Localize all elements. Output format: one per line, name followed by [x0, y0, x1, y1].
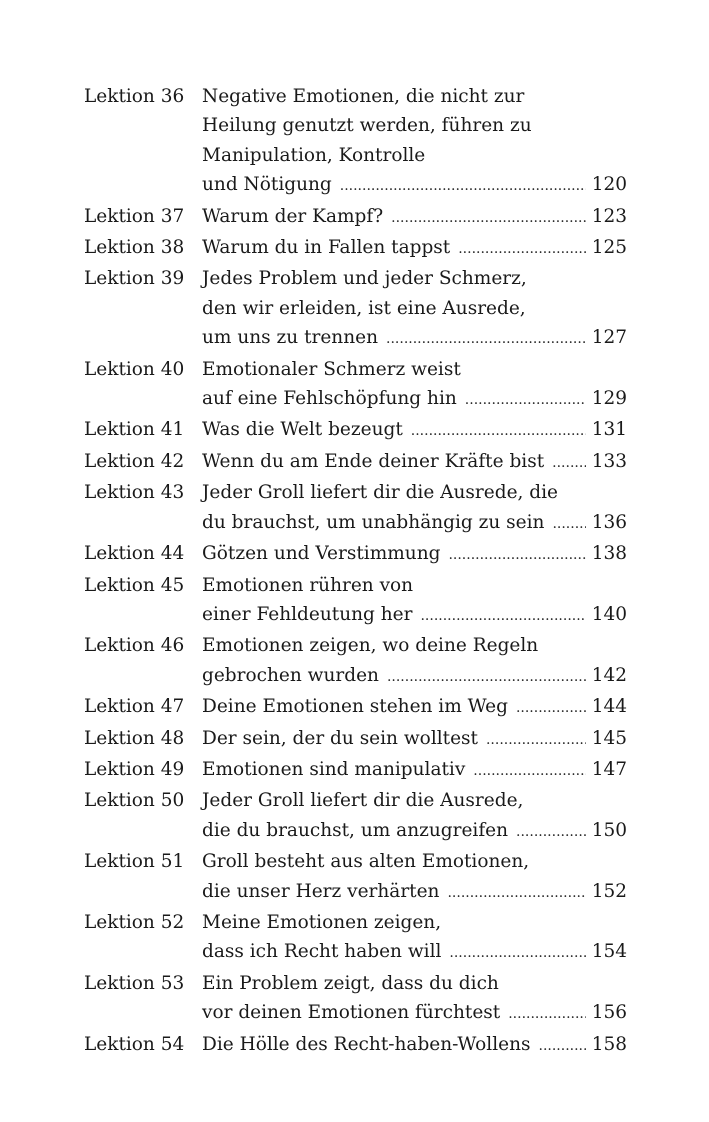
lesson-title-block: [202, 755, 627, 786]
lesson-title-line: um uns zu trennen: [202, 327, 379, 349]
dot-leader: [552, 449, 586, 478]
toc-entry: [84, 539, 627, 570]
dot-leader: [458, 235, 585, 264]
lesson-title-final-line: [202, 539, 627, 570]
lesson-title-block: [202, 847, 627, 908]
lesson-title-block: [202, 908, 627, 969]
lesson-label: Lektion 36: [84, 86, 185, 107]
lesson-title-line: Negative Emotionen, die nicht zur: [202, 86, 525, 107]
dot-leader: [340, 172, 586, 201]
toc-entry: [84, 786, 627, 847]
dot-leader: [552, 510, 585, 539]
lesson-title-final-line: [202, 508, 627, 539]
page-number: 133: [591, 450, 627, 472]
lesson-title-final-line: [202, 877, 627, 908]
lesson-label: Lektion 51: [84, 851, 185, 873]
lesson-title-final-line: [202, 937, 627, 968]
dot-leader: [449, 939, 585, 968]
lesson-label: Lektion 37: [84, 205, 185, 227]
toc-entry: [84, 692, 627, 723]
lesson-label: Lektion 50: [84, 790, 185, 812]
dot-leader: [420, 602, 585, 631]
dot-leader: [387, 663, 586, 692]
lesson-label: Lektion 38: [84, 237, 185, 259]
page-number: 129: [591, 388, 627, 410]
dot-leader: [516, 694, 586, 723]
lesson-title-line: Heilung genutzt werden, führen zu: [202, 115, 532, 137]
page-number: 127: [591, 327, 627, 349]
dot-leader: [447, 879, 585, 908]
lesson-title-line: Ein Problem zeigt, dass du dich: [202, 972, 499, 994]
dot-leader: [391, 204, 586, 233]
dot-leader: [473, 757, 585, 786]
page-number: 147: [591, 758, 627, 780]
page-number: 125: [591, 237, 627, 259]
lesson-label: Lektion 47: [84, 696, 185, 718]
lesson-title-line: Warum du in Fallen tappst: [202, 237, 451, 259]
lesson-title-block: [202, 969, 627, 1030]
lesson-label: Lektion 41: [84, 419, 185, 441]
lesson-title-block: [202, 82, 627, 202]
lesson-title-final-line: [202, 724, 627, 755]
lesson-title-line: Manipulation, Kontrolle: [202, 144, 426, 166]
lesson-title-block: [202, 539, 627, 570]
toc-entry: [84, 755, 627, 786]
lesson-title-line: Deine Emotionen stehen im Weg: [202, 696, 508, 718]
lesson-title-line: Was die Welt bezeugt: [202, 419, 403, 441]
toc-entry: [84, 478, 627, 539]
lesson-title-block: [202, 631, 627, 692]
lesson-title-line: Der sein, der du sein wolltest: [202, 727, 478, 749]
lesson-label: Lektion 43: [84, 482, 185, 504]
page-number: 145: [591, 727, 627, 749]
lesson-label: Lektion 40: [84, 358, 185, 380]
lesson-title-block: [202, 786, 627, 847]
page-number: 150: [591, 819, 627, 841]
lesson-title-block: [202, 692, 627, 723]
dot-leader: [411, 417, 586, 446]
dot-leader: [448, 541, 585, 570]
lesson-title-block: [202, 724, 627, 755]
dot-leader: [486, 726, 586, 755]
lesson-title-final-line: [202, 170, 627, 201]
lesson-title-line: Emotionen rühren von: [202, 574, 414, 596]
toc-entry: [84, 447, 627, 478]
lesson-title-final-line: [202, 233, 627, 264]
toc-entry: [84, 202, 627, 233]
lesson-title-line: den wir erleiden, ist eine Ausrede,: [202, 297, 526, 319]
page-number: 138: [591, 543, 627, 565]
dot-leader: [508, 1000, 585, 1029]
lesson-title-line: Jeder Groll liefert dir die Ausrede,: [202, 790, 524, 812]
lesson-title-line: Emotionen zeigen, wo deine Regeln: [202, 635, 539, 657]
lesson-title-final-line: [202, 415, 627, 446]
toc-entry: [84, 571, 627, 632]
dot-leader: [539, 1032, 586, 1061]
lesson-label: Lektion 49: [84, 758, 185, 780]
lesson-title-final-line: [202, 755, 627, 786]
lesson-title-line: Warum der Kampf?: [202, 205, 384, 227]
toc-entry: [84, 908, 627, 969]
lesson-title-final-line: [202, 600, 627, 631]
lesson-title-line: Meine Emotionen zeigen,: [202, 911, 442, 933]
lesson-title-line: vor deinen Emotionen fürchtest: [202, 1002, 501, 1024]
lesson-title-line: Jedes Problem und jeder Schmerz,: [202, 268, 527, 290]
lesson-title-block: [202, 355, 627, 416]
lesson-title-final-line: [202, 1030, 627, 1061]
lesson-title-final-line: [202, 202, 627, 233]
lesson-title-line: Emotionaler Schmerz weist: [202, 358, 461, 380]
lesson-label: Lektion 42: [84, 450, 185, 472]
lesson-title-line: Götzen und Verstimmung: [202, 543, 441, 565]
lesson-title-line: Jeder Groll liefert dir die Ausrede, die: [202, 482, 558, 504]
lesson-label: Lektion 48: [84, 727, 185, 749]
lesson-title-final-line: [202, 384, 627, 415]
toc-entry: [84, 415, 627, 446]
page-number: 154: [591, 941, 627, 963]
toc-entry: [84, 724, 627, 755]
page-number: 120: [591, 174, 627, 196]
lesson-label: Lektion 44: [84, 543, 185, 565]
lesson-label: Lektion 54: [84, 1033, 185, 1055]
page-number: 136: [591, 511, 627, 533]
lesson-title-line: die du brauchst, um anzugreifen: [202, 819, 509, 841]
lesson-title-final-line: [202, 816, 627, 847]
lesson-label: Lektion 52: [84, 911, 185, 933]
lesson-title-line: Emotionen sind manipulativ: [202, 758, 466, 780]
lesson-title-line: Die Hölle des Recht-haben-Wollens: [202, 1033, 531, 1055]
lesson-title-block: [202, 202, 627, 233]
page-number: 152: [591, 880, 627, 902]
lesson-title-final-line: [202, 661, 627, 692]
page-number: 144: [591, 696, 627, 718]
lesson-title-block: [202, 1030, 627, 1061]
page-number: 140: [591, 603, 627, 625]
lesson-title-block: [202, 415, 627, 446]
lesson-title-block: [202, 478, 627, 539]
lesson-title-line: du brauchst, um unabhängig zu sein: [202, 511, 545, 533]
toc-entry: [84, 82, 627, 202]
page-number: 131: [591, 419, 627, 441]
lesson-title-line: Wenn du am Ende deiner Kräfte bist: [202, 450, 545, 472]
toc-entry: [84, 1030, 627, 1061]
table-of-contents: [84, 82, 627, 1061]
lesson-title-block: [202, 571, 627, 632]
lesson-title-line: und Nötigung: [202, 174, 332, 196]
lesson-title-final-line: [202, 692, 627, 723]
dot-leader: [386, 325, 586, 354]
page-number: 156: [591, 1002, 627, 1024]
lesson-title-line: Groll besteht aus alten Emotionen,: [202, 851, 530, 873]
page-number: 158: [591, 1033, 627, 1055]
lesson-title-final-line: [202, 447, 627, 478]
toc-entry: [84, 264, 627, 354]
toc-entry: [84, 631, 627, 692]
lesson-label: Lektion 46: [84, 635, 185, 657]
lesson-title-line: die unser Herz verhärten: [202, 880, 440, 902]
dot-leader: [465, 386, 586, 415]
lesson-title-block: [202, 447, 627, 478]
lesson-title-final-line: [202, 998, 627, 1029]
toc-entry: [84, 233, 627, 264]
page-number: 123: [591, 205, 627, 227]
lesson-label: Lektion 45: [84, 574, 185, 596]
lesson-title-final-line: [202, 323, 627, 354]
dot-leader: [516, 818, 586, 847]
lesson-label: Lektion 39: [84, 268, 185, 290]
lesson-title-block: [202, 264, 627, 354]
toc-entry: [84, 969, 627, 1030]
toc-entry: [84, 355, 627, 416]
lesson-title-line: auf eine Fehlschöpfung hin: [202, 388, 457, 410]
lesson-title-block: [202, 233, 627, 264]
lesson-label: Lektion 53: [84, 972, 185, 994]
lesson-title-line: gebrochen wurden: [202, 664, 379, 686]
toc-entry: [84, 847, 627, 908]
lesson-title-line: dass ich Recht haben will: [202, 941, 442, 963]
page-number: 142: [591, 664, 627, 686]
lesson-title-line: einer Fehldeutung her: [202, 603, 413, 625]
